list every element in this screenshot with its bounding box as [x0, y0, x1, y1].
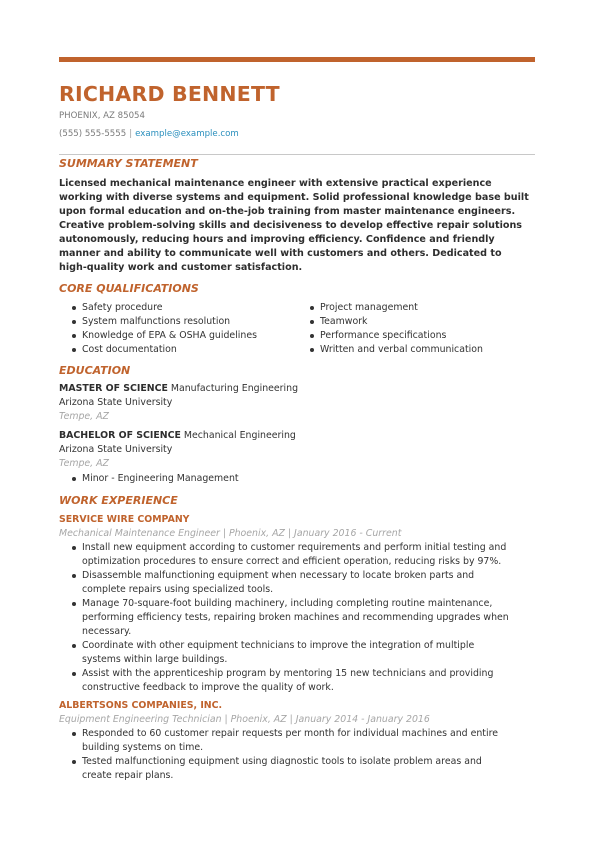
- bullet-line: create repair plans.: [82, 770, 174, 781]
- bullet-line: necessary.: [82, 626, 132, 637]
- phone: (555) 555-5555: [59, 129, 127, 139]
- list-item: [72, 597, 509, 639]
- bullet-line: Manage 70-square-foot building machinery, including completing routine maintenance,: [82, 598, 493, 609]
- email-link[interactable]: example@example.com: [135, 129, 239, 139]
- summary-line: Licensed mechanical maintenance engineer with extensive practical experience: [59, 178, 492, 189]
- summary-line: Creative problem-solving skills and decisiveness to develop effective repair solutions: [59, 220, 523, 231]
- bullet-line: Coordinate with other equipment technicians to improve the integration of multiple: [82, 640, 475, 651]
- accent-bar: [59, 57, 535, 62]
- list-item: Minor - Engineering Management: [72, 472, 239, 486]
- bullet-line: complete repairs using specialized tools.: [82, 584, 274, 595]
- candidate-name: RICHARD BENNETT: [59, 82, 280, 106]
- list-item: [72, 755, 498, 783]
- company-name: SERVICE WIRE COMPANY: [59, 514, 190, 525]
- list-item: Teamwork: [310, 315, 483, 329]
- qualifications-left-list: [72, 301, 257, 357]
- summary-heading: SUMMARY STATEMENT: [59, 157, 198, 170]
- list-item: Knowledge of EPA & OSHA guidelines: [72, 329, 257, 343]
- bullet-line: constructive feedback to improve the quality of work.: [82, 682, 334, 693]
- field-of-study: Mechanical Engineering: [183, 430, 296, 441]
- summary-line: autonomously, reducing hours and improving efficiency. Confidence and friendly: [59, 234, 495, 245]
- qualifications-right-list: [310, 301, 483, 357]
- school-location: Tempe, AZ: [59, 458, 109, 469]
- school-location: Tempe, AZ: [59, 411, 109, 422]
- summary-line: high-quality work and customer satisfaction.: [59, 262, 303, 273]
- bullet-line: Assist with the apprenticeship program by mentoring 15 new technicians and providing: [82, 668, 494, 679]
- degree-line: [59, 383, 298, 394]
- degree: BACHELOR OF SCIENCE: [59, 430, 181, 441]
- school-name: Arizona State University: [59, 444, 173, 455]
- bullet-line: Install new equipment according to customer requirements and perform initial testing and: [82, 542, 507, 553]
- list-item: Written and verbal communication: [310, 343, 483, 357]
- summary-line: working with diverse systems and equipment. Solid professional knowledge base built: [59, 192, 529, 203]
- bullet-line: systems within large buildings.: [82, 654, 228, 665]
- bullet-line: performing efficiency tests, repairing broken machines and recommending upgrades when: [82, 612, 509, 623]
- minor-list: [72, 472, 239, 486]
- list-item: [72, 569, 509, 597]
- field-of-study: Manufacturing Engineering: [170, 383, 299, 394]
- list-item: [72, 727, 498, 755]
- qualifications-heading: CORE QUALIFICATIONS: [59, 282, 199, 295]
- job-meta: Mechanical Maintenance Engineer | Phoenix, AZ | January 2016 - Current: [59, 528, 402, 539]
- job-bullets: [72, 727, 498, 783]
- header-divider: [59, 154, 535, 155]
- degree: MASTER OF SCIENCE: [59, 383, 168, 394]
- list-item: Cost documentation: [72, 343, 257, 357]
- company-name: ALBERTSONS COMPANIES, INC.: [59, 700, 223, 711]
- education-heading: EDUCATION: [59, 364, 131, 377]
- experience-heading: WORK EXPERIENCE: [59, 494, 178, 507]
- job-bullets: [72, 541, 509, 695]
- contact-line: [59, 129, 239, 139]
- bullet-line: Disassemble malfunctioning equipment when necessary to locate broken parts and: [82, 570, 475, 581]
- address: PHOENIX, AZ 85054: [59, 111, 145, 121]
- degree-line: [59, 430, 296, 441]
- list-item: System malfunctions resolution: [72, 315, 257, 329]
- contact-separator: |: [129, 129, 133, 139]
- bullet-line: Tested malfunctioning equipment using diagnostic tools to isolate problem areas and: [82, 756, 482, 767]
- list-item: [72, 541, 509, 569]
- summary-line: upon formal education and on-the-job training from master maintenance engineers.: [59, 206, 516, 217]
- job-meta: Equipment Engineering Technician | Phoenix, AZ | January 2014 - January 2016: [59, 714, 430, 725]
- school-name: Arizona State University: [59, 397, 173, 408]
- bullet-line: Responded to 60 customer repair requests per month for individual machines and entire: [82, 728, 498, 739]
- list-item: [72, 639, 509, 667]
- list-item: Project management: [310, 301, 483, 315]
- list-item: [72, 667, 509, 695]
- bullet-line: optimization procedures to ensure correct and efficient operation, reducing risks by 97%.: [82, 556, 502, 567]
- list-item: Performance specifications: [310, 329, 483, 343]
- summary-text: [59, 177, 535, 275]
- bullet-line: building systems on time.: [82, 742, 204, 753]
- list-item: Safety procedure: [72, 301, 257, 315]
- summary-line: manner and ability to communicate well with customers and others. Dedicated to: [59, 248, 502, 259]
